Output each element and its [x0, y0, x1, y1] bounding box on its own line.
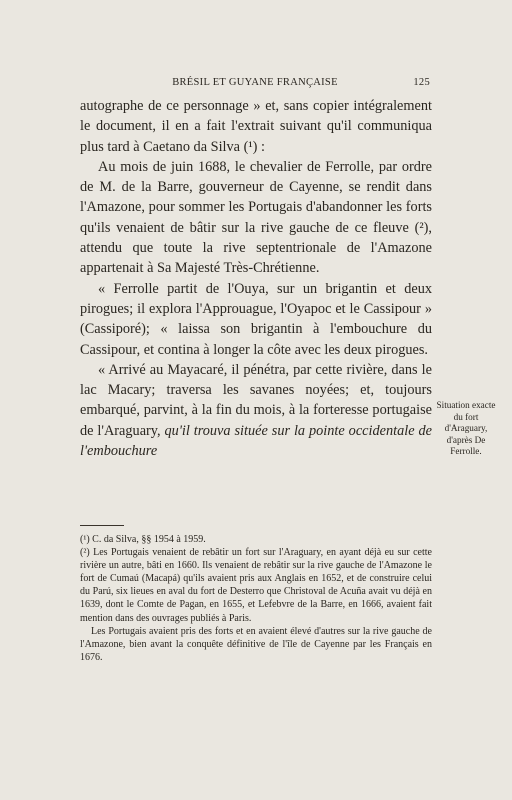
page-number: 125 [413, 77, 430, 88]
main-text [80, 96, 432, 461]
running-title: BRÉSIL ET GUYANE FRANÇAISE [172, 77, 338, 88]
footnote-rule [80, 525, 124, 526]
paragraph-1: autographe de ce personnage » et, sans copier intégralement le document, il en a fait l'extrait suivant qu'il communiqua plus tard à Caetano da Silva (¹) : [80, 98, 432, 155]
paragraph-4-italic: qu'il trouva située sur la pointe occidentale de l'embouchure [80, 422, 432, 460]
margin-note: Situation exacte du fort d'Araguary, d'après De Ferrolle. [436, 400, 496, 456]
footnote-1: (¹) C. da Silva, §§ 1954 à 1959. [80, 534, 206, 545]
paragraph-3: « Ferrolle partit de l'Ouya, sur un brigantin et deux pirogues; il explora l'Approuague, l'Oyapoc et le Cassipour » (Cassiporé); « laissa son brigantin à l'embouchure du Cassipour, et contina à longer la côte avec les deux pirogues. [80, 280, 432, 358]
paragraph-2: Au mois de juin 1688, le chevalier de Ferrolle, par ordre de M. de la Barre, gouverneur de Cayenne, se rendit dans l'Amazone, pour sommer les Portugais d'abandonner les forts qu'ils venaient de bâtir sur la rive gauche de ce fleuve (²), attendu que toute la rive septentrionale de l'Amazone appartenait à Sa Majesté Très-Chrétienne. [80, 158, 432, 277]
footnote-3: Les Portugais avaient pris des forts et en avaient élevé d'autres sur la rive gauche de l'Amazone, bien avant la conquête définitive de l'île de Cayenne par les Français en 1676. [80, 625, 432, 663]
footnotes [80, 533, 432, 664]
footnote-2: (²) Les Portugais venaient de rebâtir un fort sur l'Araguary, en ayant déjà eu sur cette rivière un autre, bâti en 1660. Ils venaient de rebâtir sur la rive gauche de l'Amazone le fort de Cumaú (Macapá) qu'ils avaient pris aux Anglais en 1652, et de construire celui du Parú, six lieues en aval du fort de Desterro que Christoval de Acuña avait vu déjà en 1639, dont le Comte de Pagan, en 1655, et Lefebvre de la Barre, en 1666, avaient fait mention dans des ouvrages publiés à Paris. [80, 547, 432, 624]
paragraph-4-text: « Arrivé au Mayacaré, il pénétra, par cette rivière, dans le lac Macary; traversa les savanes noyées; et, toujours embarqué, parvint, à la fin du mois, à la forteresse portugaise de l'Araguary, [80, 361, 432, 439]
paragraph-4 [80, 360, 432, 461]
